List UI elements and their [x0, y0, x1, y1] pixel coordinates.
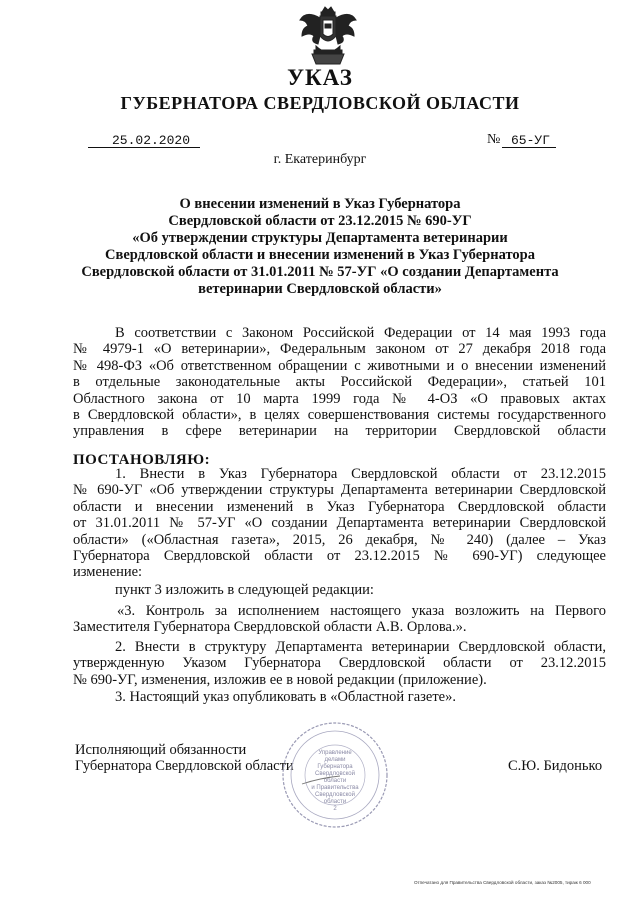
item-1-line: области и внесении изменений в Указ Губернатора Свердловской области	[73, 498, 606, 515]
print-footer-note: Отпечатано для Правительства Свердловской области, заказ №2005, тираж 6 000	[414, 880, 591, 885]
heading-line: ветеринарии Свердловской области»	[198, 281, 442, 297]
official-seal-stamp	[280, 720, 390, 830]
document-type-title: УКАЗ	[287, 65, 353, 90]
heading-line: Свердловской области от 23.12.2015 № 690-УГ	[168, 213, 472, 229]
item-1-line: области» («Областная газета», 2015, 26 декабря, № 240) (далее – Указ	[73, 531, 606, 548]
document-date: 25.02.2020	[112, 133, 191, 148]
item-3-text: 3. Настоящий указ опубликовать в «Областной газете».	[115, 689, 456, 705]
stamp-text-line: делами	[324, 757, 346, 763]
preamble-line: в Свердловской области», в целях совершенствования системы государственного	[73, 407, 606, 424]
stamp-text-line: области	[323, 778, 347, 784]
item-1-point	[73, 582, 606, 598]
stamp-text-line: Свердловской	[315, 792, 355, 798]
item-3-paragraph	[73, 689, 606, 705]
document-city: г. Екатеринбург	[273, 152, 367, 167]
stamp-text-line: области	[323, 799, 347, 805]
coat-of-arms-emblem	[296, 6, 360, 66]
item-1-point-text: пункт 3 изложить в следующей редакции:	[115, 582, 374, 598]
preamble-line: № 4979-1 «О ветеринарии», Федеральным законом от 27 декабря 2018 года	[73, 341, 606, 358]
signatory-name: С.Ю. Бидонько	[508, 758, 603, 774]
preamble-line: В соответствии с Законом Российской Федерации от 14 мая 1993 года	[115, 325, 606, 341]
preamble-line: управления в сфере ветеринарии на территории Свердловской области	[73, 423, 606, 440]
preamble-line: № 498-ФЗ «Об ответственном обращении с животными и о внесении изменений	[73, 357, 606, 374]
item-1-line: 1. Внести в Указ Губернатора Свердловской области от 23.12.2015	[115, 466, 606, 482]
document-number: 65-УГ	[511, 133, 551, 148]
heading-line: О внесении изменений в Указ Губернатора	[179, 196, 461, 212]
item-1-quote-line: «3. Контроль за исполнением настоящего указа возложить на Первого	[117, 603, 606, 619]
item-1-line: № 690-УГ «Об утверждении структуры Департамента ветеринарии Свердловской	[73, 482, 606, 499]
heading-line: «Об утверждении структуры Департамента ветеринарии	[132, 230, 508, 246]
item-1-line: от 31.01.2011 № 57-УГ «О создании Департамента ветеринарии Свердловской	[73, 515, 606, 532]
heading-line: Свердловской области от 31.01.2011 № 57-УГ «О создании Департамента	[81, 264, 559, 280]
preamble-paragraph	[73, 325, 606, 440]
signatory-position-line: Губернатора Свердловской области	[75, 758, 294, 775]
item-2-line: 2. Внести в структуру Департамента ветеринарии Свердловской области,	[115, 639, 606, 655]
item-1-quote-line: Заместителя Губернатора Свердловской области А.В. Орлова.».	[73, 619, 467, 636]
item-2-paragraph	[73, 639, 606, 688]
heading-line: Свердловской области и внесении изменений в Указ Губернатора	[105, 247, 535, 263]
stamp-text-line: Управление	[318, 750, 352, 756]
signatory-position-line: Исполняющий обязанности	[75, 742, 247, 758]
signatory-position	[75, 742, 294, 775]
item-1-paragraph	[73, 466, 606, 581]
preamble-line: в отдельные законодательные акты Российской Федерации», статьей 101	[73, 374, 606, 391]
item-1-line: Губернатора Свердловской области от 23.12.2015 № 690-УГ) следующее	[73, 548, 606, 565]
document-heading	[60, 196, 580, 298]
stamp-text-line: Свердловской	[315, 771, 355, 777]
item-2-line: № 690-УГ, изменения, изложив ее в новой редакции (приложение).	[73, 671, 487, 688]
item-1-quote	[73, 603, 606, 636]
stamp-text-line: Губернатора	[317, 764, 353, 770]
number-sign: №	[487, 132, 501, 147]
item-2-line: утвержденную Указом Губернатора Свердловской области от 23.12.2015	[73, 655, 606, 672]
stamp-text-line: и Правительства	[311, 785, 359, 791]
issuer-title: ГУБЕРНАТОРА СВЕРДЛОВСКОЙ ОБЛАСТИ	[120, 93, 520, 113]
stamp-text-line: 2	[333, 806, 337, 812]
preamble-line: Областного закона от 10 марта 1999 года № 4-ОЗ «О правовых актах	[73, 390, 606, 407]
decree-word: ПОСТАНОВЛЯЮ:	[73, 452, 211, 468]
item-1-line: изменение:	[73, 564, 143, 581]
